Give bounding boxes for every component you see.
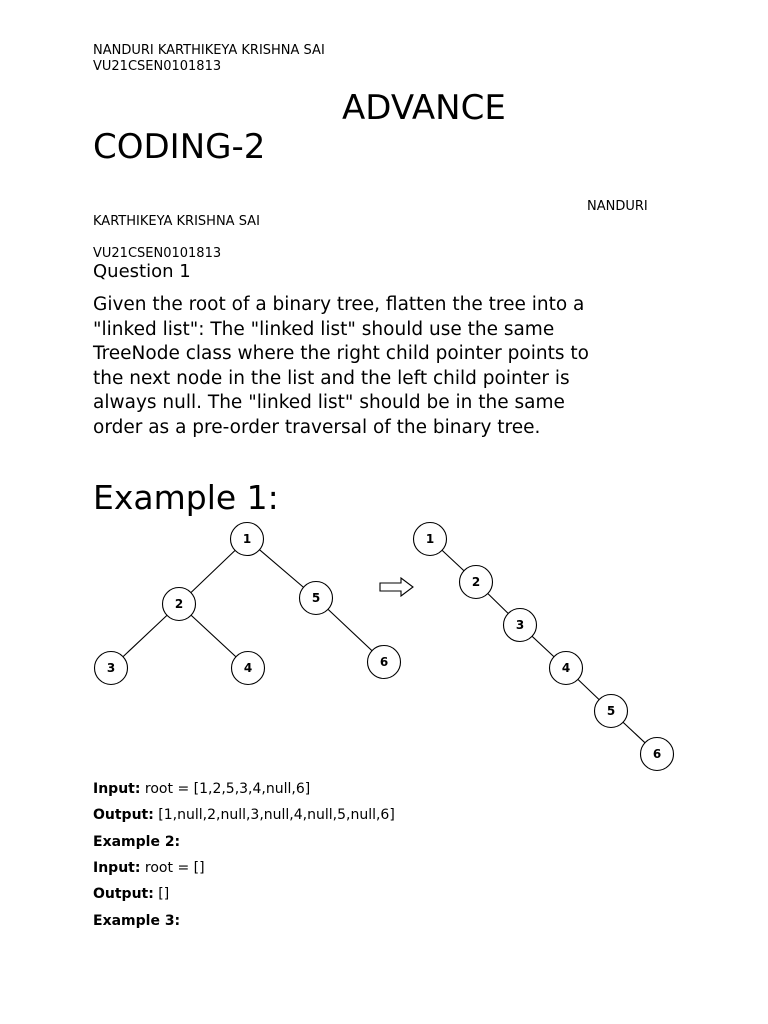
author-name-part2: KARTHIKEYA KRISHNA SAI [93,214,260,229]
example2-input [93,859,205,877]
svg-text:1: 1 [242,532,252,546]
example2-input-value: root = [] [140,860,205,876]
example1-heading: Example 1: [93,478,279,517]
question-line: the next node in the list and the left child pointer is [93,367,570,389]
example1-output [93,806,395,824]
list-node [595,695,628,728]
question-line: always null. The "linked list" should be in the same [93,392,565,414]
author-id: VU21CSEN0101813 [93,246,222,261]
right-arrow-icon [380,578,413,596]
question-line: TreeNode class where the right child pointer points to [93,343,589,365]
svg-text:5: 5 [606,704,616,718]
list-node [460,566,493,599]
tree-node [232,652,265,685]
svg-text:4: 4 [561,661,571,675]
author-name-part1: NANDURI [587,199,648,214]
svg-text:4: 4 [243,661,253,675]
example2-output-value: [] [153,886,170,902]
tree-node [231,523,264,556]
tree-node [163,588,196,621]
question-label: Question 1 [93,261,191,282]
question-line: order as a pre-order traversal of the binary tree. [93,416,541,438]
title-line1: ADVANCE [342,88,506,128]
example1-output-label: Output: [93,807,154,823]
list-node [550,652,583,685]
example3-heading: Example 3: [93,913,181,929]
svg-text:2: 2 [471,575,481,589]
header-name: NANDURI KARTHIKEYA KRISHNA SAI [93,43,325,58]
title-line2: CODING-2 [93,127,266,167]
example1-output-value: [1,null,2,null,3,null,4,null,5,null,6] [153,807,395,823]
svg-text:2: 2 [174,597,184,611]
example2-heading: Example 2: [93,834,181,850]
question-line: Given the root of a binary tree, flatten the tree into a [93,294,585,315]
example1-input [93,780,310,798]
tree-node [300,582,333,615]
example1-input-value: root = [1,2,5,3,4,null,6] [140,781,311,797]
svg-text:5: 5 [311,591,321,605]
svg-text:6: 6 [379,655,389,669]
question-line: "linked list": The "linked list" should use the same [93,318,555,340]
example2-output [93,885,169,903]
header-id: VU21CSEN0101813 [93,59,222,74]
list-node [414,523,447,556]
list-node [504,609,537,642]
example1-input-label: Input: [93,781,141,797]
svg-text:3: 3 [515,618,525,632]
svg-text:6: 6 [652,747,662,761]
example2-input-label: Input: [93,860,141,876]
svg-text:1: 1 [425,532,435,546]
example1-figure [0,515,768,795]
tree-node [95,652,128,685]
tree-node [368,646,401,679]
list-node [641,738,674,771]
question-text [93,293,693,441]
example2-output-label: Output: [93,886,154,902]
svg-text:3: 3 [106,661,116,675]
